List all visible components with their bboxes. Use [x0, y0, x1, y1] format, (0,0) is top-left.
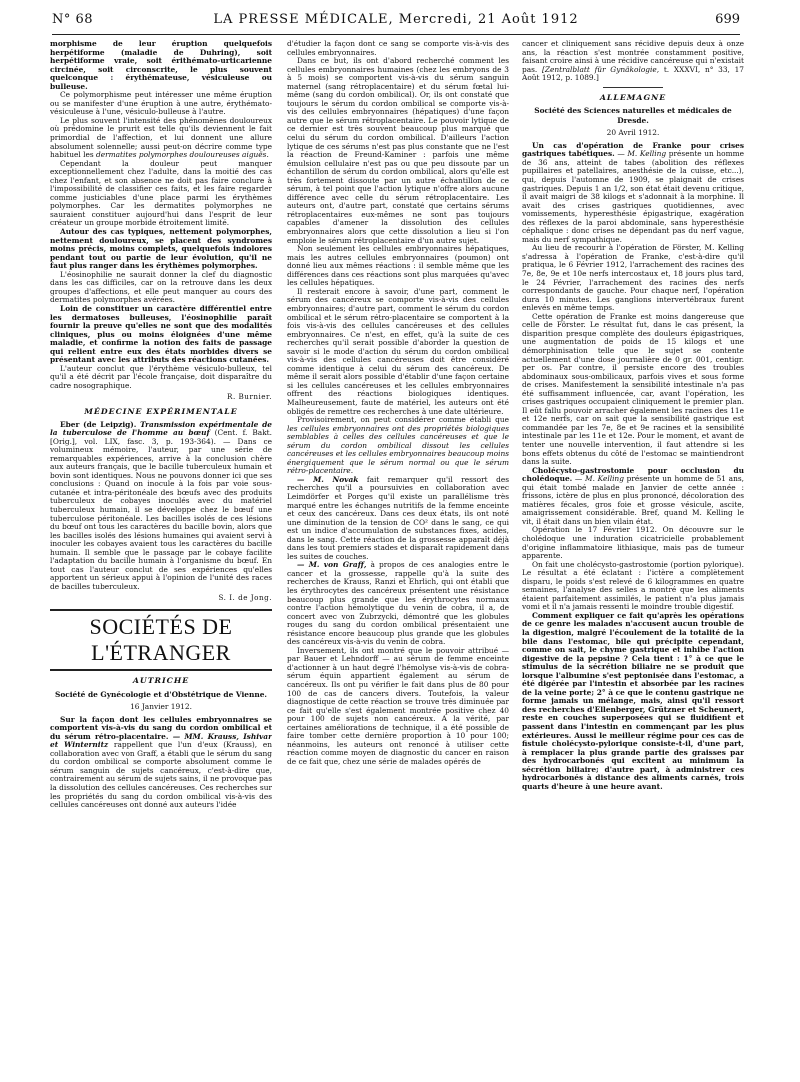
paragraph: L'éosinophilie ne saurait donner la clef du diagnostic dans les cas difficiles, car on la retrouve dans les deux groupes d'affections, et elle peut manquer au cours des dermatites polymorphes avérées. — [50, 269, 272, 305]
text-run: Un cas d'opération de Franke pour crises gastriques tabétiques. — [522, 140, 744, 159]
text-run: Eber (de Leipzig). — [60, 419, 141, 429]
society-heading: Société des Sciences naturelles et médicales de Dresde. — [534, 106, 732, 125]
text-run: Transmission expérimentale de la tuberculose de l'homme au bœuf — [50, 419, 272, 438]
text-run: Provisoirement, on peut considérer comme établi que — [297, 415, 509, 425]
author-signature: R. Burnier. — [227, 392, 272, 402]
society-heading: Société de Gynécologie et d'Obstétrique de Vienne. — [54, 689, 268, 699]
paragraph: Il resterait encore à savoir, d'une part, comment le sérum des cancéreux se comporte vis-à-vis des cellules embryonnaires; d'autre part, comment le sérum du cordon ombilical et le sérum rétro-placentaire se comportent à la fois vis-à-vis des cellules cancéreuses et des cellules embryonnaires. Ce n'est, en effet, qu'à la suite de ces recherches qu'il serait possible d'aborder la question de savoir si le mode d'action du sérum du cordon ombilical vis-à-vis des cellules cancéreuses doit être considéré comme identique à celui du sérum des cancéreux. De même il serait alors possible d'établir d'une façon certaine si les cellules cancéreuses et les cellules embryonnaires offrent des réactions biologiques identiques. Malheureusement, faute de matériel, les auteurs ont été obligés de remettre ces recherches à une date ultérieure. — [287, 286, 509, 416]
paragraph: Comment expliquer ce fait qu'après les opérations de ce genre les malades n'accusent aucun trouble de la digestion, malgré l'écoulement de la totalité de la bile dans l'estomac, bile qui précipite cependant, comme on sait, le chyme gastrique et inhibe l'action digestive de la pepsine ? Cela tient : 1° à ce que le stimulus de la sécrétion biliaire ne se produit que lorsque l'albumine s'est peptonisée dans l'estomac, a été digérée par l'intestin et absorbée par les racines de la veine porte; 2° à ce que le contenu gastrique ne forme jamais un mélange, mais, ainsi qu'il ressort des recherches d'Ellenberger, Grützner et Scheunert, reste en couches superposées qui se fluidifient et passent dans l'intestin en commençant par les plus extérieures. Aussi le meilleur régime pour ces cas de fistule cholécysto-pylorique consiste-t-il, d'une part, à remplacer la plus grande partie des graisses par des hydrocarbonés qui excitent au minimum la sécrétion biliaire; d'autre part, à administrer ces hydrocarbonés à distance des aliments carnés, trois quarts d'heure à une heure avant. — [522, 610, 744, 791]
running-header — [52, 12, 740, 34]
text-run: t. XXXVI, n° 33, 17 Août 1912, p. 1089.] — [522, 64, 744, 83]
paragraph: Au lieu de recourir à l'opération de Förster, M. Kelling s'adressa à l'opération de Franke, c'est-à-dire qu'il pratiqua, le 6 Février 1912, l'arrachement des racines des 7e, 8e, 9e et 10e nerfs intercostaux et, 18 jours plus tard, le 24 Février, l'arrachement des racines des nerfs correspondants de gauche. Pour chaque nerf, l'opération dura 10 minutes. Les ganglions intervertébraux furent enlevés en même temps. — [522, 243, 744, 313]
country-heading: ALLEMAGNE — [599, 92, 667, 102]
text-run: Le plus souvent l'intensité des phénomènes douloureux où prédomine le prurit est telle qu'ils deviennent le fait primordial de l'affection, et lui donnent une allure absolument solennelle; aussi peut-on décrire comme type habituel les — [50, 115, 272, 160]
text-run: présente un homme de 36 ans, atteint de tabes (abolition des réflexes pupillaires et patellaires, anesthésie de la cuisse, etc...), qui, depuis l'automne de 1909, se plaignait de crises gastriques. Depuis 1 an 1/2, son état était devenu critique, il avait maigri de 38 kilogs et s'adonnait à la morphine. Il avait des crises gastriques quotidiennes, avec vomissements, hyperesthésie épigastrique, exagération des réflexes de la paroi abdominale, sans hyperesthésie céphalique : donc crises ne dépendant pas du nerf vague, mais du nerf sympathique. — [522, 149, 744, 244]
paragraph — [287, 561, 509, 646]
paragraph — [522, 142, 744, 245]
paragraph — [287, 476, 509, 561]
paragraph: Autour des cas typiques, nettement polymorphes, nettement douloureux, se placent des syndromes moins précis, moins complets, quelquefois indolores pendant tout ou partie de leur évolution, qu'il ne faut plus ranger dans les érythèmes polymorphes. — [50, 227, 272, 271]
paragraph: L'auteur conclut que l'érythème vésiculo-bulleux, tel qu'il a été décrit par l'école française, doit disparaître du cadre nosographique. — [50, 363, 272, 390]
paragraph — [50, 117, 272, 160]
text-run: cancer et cliniquement sans récidive depuis deux à onze ans, la réaction s'est montrée constamment positive, faisant croire ainsi à une récidive cancéreuse qui n'existait pas. — [522, 40, 744, 74]
text-run: — MM. Krauss, Ishivar et Winternitz — [50, 731, 272, 750]
text-run: — M. Kelling — [614, 149, 667, 159]
paragraph — [522, 40, 744, 83]
text-run: les cellules embryonnaires ont des propriétés biologiques semblables à celles des cellules cancéreuses et que le sérum du cordon ombilical dissout les cellules cancéreuses et les cellules embryonnaires beaucoup moins énergiquement que le sérum normal ou que le sérum rétro-placentaire. — [287, 423, 509, 476]
paragraph: d'étudier la façon dont ce sang se comporte vis-à-vis des cellules embryonnaires. — [287, 40, 509, 57]
paragraph: Loin de constituer un caractère différentiel entre les dermatoses bulleuses, l'éosinophilie paraît fournir la preuve qu'elles ne sont que des modalités cliniques, plus ou moins éloignées d'une même maladie, et confirme la notion des faits de passage qui relient entre eux des états morbides divers se présentant avec les attributs des réactions cutanées. — [50, 303, 272, 365]
paragraph: morphisme de leur éruption quelquefois herpétiforme (maladie de Duhring), soit herpétiforme vraie, soit érithémato-urticarienne circinée, soit circonscrite, le plus souvent quelconque : érythémateuse, vésiculeuse ou bulleuse. — [50, 40, 272, 91]
paragraph — [522, 467, 744, 527]
paragraph: Ce polymorphisme peut intéresser une même éruption ou se manifester d'une éruption à une autre, érythémato-vésiculeuse à l'une, vésiculo-bulleuse à l'autre. — [50, 90, 272, 117]
text-run: [Zentralblatt für Gynäkologie, — [542, 64, 660, 74]
text-run: Sur la façon dont les cellules embryonnaires se comportent vis-à-vis du sang du cordon ombilical et du sérum rétro-placentaire. — [50, 714, 272, 741]
paragraph: Opération le 17 Février 1912. On découvre sur le cholédoque une induration cicatricielle probablement d'origine inflammatoire lithiasique, mais pas de tumeur apparente. — [522, 525, 744, 561]
page-number: 699 — [715, 12, 740, 27]
paragraph: Non seulement les cellules embryonnaires hépatiques, mais les autres cellules embryonnaires (poumon) ont donné lieu aux mêmes réactions : il semble même que les différences dans ces réactions sont plus marquées qu'avec les cellules hépatiques. — [287, 244, 509, 288]
column-3 — [522, 40, 744, 1076]
paragraph: Cette opération de Franke est moins dangereuse que celle de Förster. Le résultat fut, dans le cas présent, la disparition presque complète des douleurs épigastriques, une augmentation de poids de 15 kilogs et une démorphinisation telle que le sujet se contente actuellement d'une dose journalière de 0 gr. 001, centigr. per os. Par contre, il persiste encore des troubles abdominaux sous-ombilicaux, parfois vives et sous forme de crises. Manifestement la sensibilité intestinale n'a pas été suffisamment influencée, car, avant l'opération, les crises gastriques occupaient cliniquement le premier plan. Il eût fallu pouvoir arracher également les racines des 11e et 12e nerfs, car on sait que la sensibilité gastrique est commandée par les 7e, 8e et 9e racines et la sensibilité intestinale par les 11e et 12e. Pour le moment, et avant de tenter une nouvelle intervention, il faut attendre si les bons effets obtenus du côté de l'estomac se maintiendront dans la suite. — [522, 311, 744, 467]
text-run: présente un homme de 51 ans, qui était tombé malade en Janvier de cette année : frissons, ictère de plus en plus prononcé, décoloration des matières fécales, gros foie et grosse vésicule, ascite, amaigrissement considérable. Bref, quand M. Kelling le vit, il était dans un bien vilain état. — [522, 474, 744, 526]
issue-number: N° 68 — [52, 12, 94, 27]
paragraph: On fait une cholécysto-gastrostomie (portion pylorique). Le résultat a été éclatant : l'ictère a complètement disparu, le poids s'est relevé de 6 kilogrammes en quatre semaines, l'analyse des selles a montré que les aliments étaient parfaitement assimilés, le patient n'a plus jamais vomi et il n'a jamais ressenti le moindre trouble digestif. — [522, 559, 744, 612]
column-1 — [50, 40, 272, 1076]
column-2 — [287, 40, 509, 1076]
paragraph: Cependant la douleur peut manquer exceptionnellement chez l'adulte, dans la moitié des cas chez l'enfant, et son absence ne doit pas faire conclure à l'impossibilité de classifier ces faits, et les faire regarder comme justiciables d'une place parmi les érythèmes polymorphes. Car les dermatites polymorphes ne sauraient constituer aujourd'hui dans l'esprit de leur créateur un groupe morbide étroitement limité. — [50, 158, 272, 228]
section-heading: MÉDECINE EXPÉRIMENTALE — [84, 406, 238, 416]
country-heading: AUTRICHE — [132, 676, 190, 685]
author-signature: S. I. de Jong. — [218, 593, 272, 603]
session-date: 16 Janvier 1912. — [130, 702, 192, 712]
paragraph — [50, 421, 272, 592]
text-run: — M. von Graff, — [297, 560, 367, 570]
text-run: Cholécysto-gastrostomie pour occlusion du cholédoque. — [522, 465, 744, 484]
text-run: fait remarquer qu'il ressort des recherches qu'il a poursuivies en collaboration avec Leimdörfer et Porges qu'il existe un parallélisme très marqué entre les échanges nutritifs de la femme enceinte et ceux des cancéreux. Dans ces deux états, ils ont noté une diminution de la tension de CO² dans le sang, ce qui est un indice d'accumulation de substances fixes, acides, dans le sang. Cette réaction de la grossesse apparaît déjà dans les tout premiers stades et disparaît rapidement dans les suites de couches. — [287, 474, 509, 561]
text-run: (Cent. f. Bakt. [Orig.], vol. LIX, fasc. 3, p. 193-364). — Dans ce volumineux mémoire, l'auteur, par une série de remarquables expériences, arrive à la conclusion chère aux auteurs français, que le bacille tuberculeux humain et bovin sont identiques. Nous ne pouvons donner ici que ses conclusions : Quand on inocule à la fois par voie sous-cutanée et intra-péritonéale des bœufs avec des produits tuberculeux de cobayes inoculés avec du matériel tuberculeux humain, il se développe chez le bœuf une tuberculose péritonéale. Les bacilles isolés de ces lésions du bœuf ont tous les caractères du bacille bovin, alors que les bacilles isolés des lésions humaines qui avaient servi à inoculer les cobayes avaient tous les caractères du bacille humain. Il semble que le passage par le cobaye facilite l'adaptation du bacille humain à l'organisme du bœuf. En tout cas l'auteur conclut de ses expériences qu'elles apportent un sérieux appui à l'opinion de l'unité des races de bacilles tuberculeux. — [50, 428, 272, 591]
journal-title: LA PRESSE MÉDICALE, Mercredi, 21 Août 1912 — [213, 12, 579, 27]
text-run: à propos de ces analogies entre le cancer et la grossesse, rappelle qu'à la suite des recherches de Krauss, Ranzi et Ehrlich, qui ont établi que les érythrocytes des cancéreux présentent une résistance beaucoup plus grande que les érythrocytes normaux contre l'action hémolytique du venin de cobra, il a, de concert avec von Zubrzycki, démontré que les globules rouges du sang du cordon ombilical présentaient une résistance encore beaucoup plus grande que les globules des cancéreux vis-à-vis du venin de cobra. — [287, 560, 509, 647]
paragraph: Dans ce but, ils ont d'abord recherché comment les cellules embryonnaires humaines (chez les embryons de 3 à 5 mois) se comportent vis-à-vis du sérum sanguin maternel (sang rétroplacentaire) et du sérum fœtal lui-même (sang du cordon ombilical). Or, ils ont constaté que toujours le sérum du cordon ombilical se comporte vis-à-vis des cellules embryonnaires (hépatiques) d'une façon autre que le sérum rétroplacentaire. Le pouvoir lytique de ce dernier est très souvent beaucoup plus marqué que celui du sérum du cordon ombilical. D'ailleurs l'action lytique de ces sérums n'est pas plus constante que ne l'est la réaction de Freund-Kaminer : parfois une même émulsion cellulaire n'est pas ou que peu dissoute par un échantillon de sérum du cordon ombilical, alors qu'elle est très fortement dissoute par un autre échantillon de ce sérum, à tel point que l'action lytique n'offre alors aucune différence avec celle du sérum rétroplacentaire. Les auteurs ont, d'autre part, constaté que certains sérums rétroplacentaires eux-mêmes ne sont pas toujours capables d'amener la dissolution des cellules embryonnaires alors que cette dissolution a lieu si l'on emploie le sérum rétroplacentaire d'un autre sujet. — [287, 56, 509, 245]
divider — [603, 87, 663, 88]
text-run: dermatites polymorphes douloureuses aiguës. — [95, 150, 269, 160]
session-date: 20 Avril 1912. — [606, 128, 660, 138]
text-run: — M. Novak — [297, 474, 359, 484]
text-run: rappellent que l'un d'eux (Krauss), en collaboration avec von Graff, a établi que le sérum du sang du cordon ombilical se comporte absolument comme le sérum sanguin de sujets cancéreux, c'est-à-dire que, contrairement au sérum de sujets sains, il ne provoque pas la dissolution des cellules cancéreuses. Ces recherches sur les propriétés du sang du cordon ombilical vis-à-vis des cellules cancéreuses ont donné aux auteurs l'idée — [50, 740, 272, 810]
main-section-title: SOCIÉTÉS DE L'ÉTRANGER — [50, 609, 272, 671]
paragraph: Inversement, ils ont montré que le pouvoir attribué — par Bauer et Lehndorff — au sérum de femme enceinte d'actionner à un haut degré l'hémolyse vis-à-vis de cobra-sérum équin appartient également au sérum de cancéreux. Ils ont pu vérifier le fait dans plus de 80 pour 100 de cas de cancers divers. Toutefois, la valeur diagnostique de cette réaction se trouve très diminuée par ce fait qu'elle s'est également montrée positive chez 40 pour 100 de sujets non cancéreux. A la vérité, par certaines améliorations de technique, il a été possible de faire tomber cette dernière proportion à 10 pour 100; néanmoins, les auteurs ont renoncé à utiliser cette réaction comme moyen de diagnostic du cancer en raison de ce fait que, chez une série de malades opérés de — [287, 645, 509, 766]
text-run: — M. Kelling — [572, 474, 624, 484]
paragraph — [287, 416, 509, 476]
paragraph — [50, 716, 272, 810]
header-rule — [52, 34, 740, 35]
